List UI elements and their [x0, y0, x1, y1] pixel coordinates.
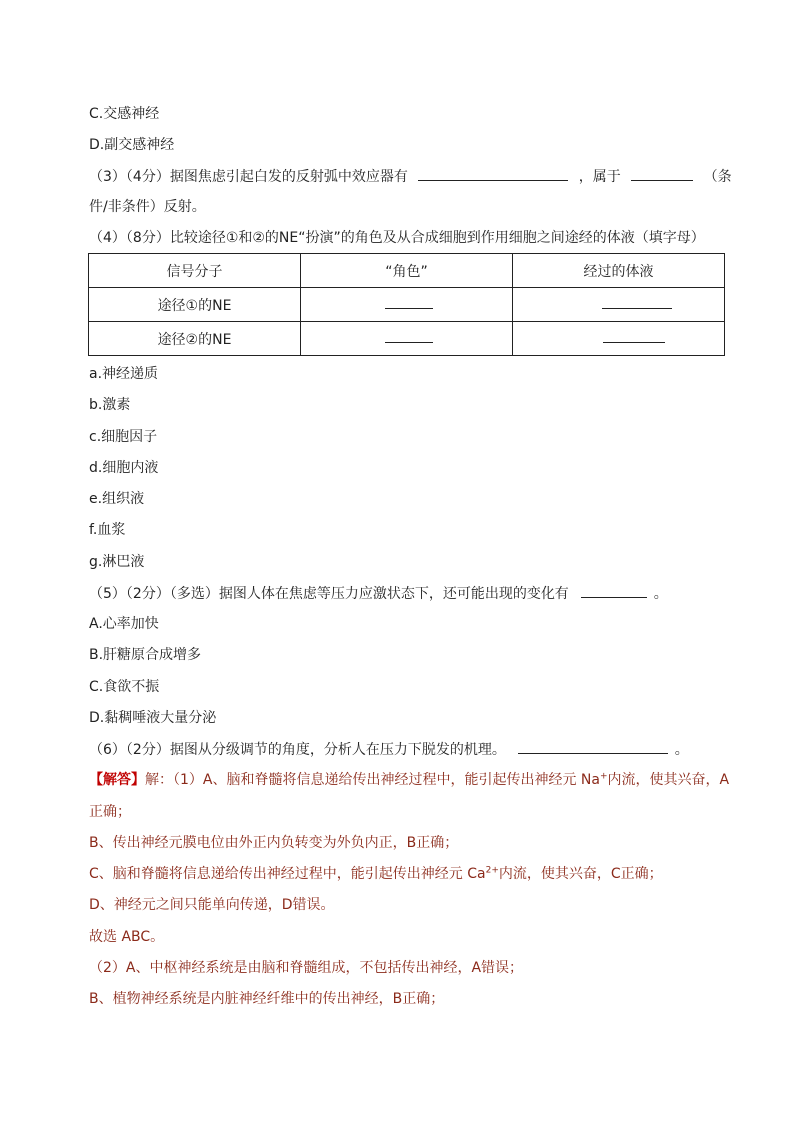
table-cell: [301, 288, 513, 322]
choice-b: b.激素: [89, 397, 131, 413]
answer-line-1: [89, 770, 734, 790]
question-5: [89, 583, 734, 604]
comparison-table: [88, 253, 725, 356]
answer-line-2: 正确；: [89, 804, 131, 820]
q5-option-b: B.肝糖原合成增多: [89, 647, 202, 663]
answer-text: C、脑和脊髓将信息递给传出神经过程中，能引起传出神经元 Ca: [89, 866, 486, 882]
answer-text: 解：（1）A、脑和脊髓将信息递给传出神经过程中，能引起传出神经元 Na: [145, 772, 600, 788]
answer-tag: 【解答】: [89, 772, 145, 788]
question-3: [89, 166, 734, 187]
answer-blank[interactable]: [385, 296, 433, 309]
q5-option-a: A.心率加快: [89, 616, 159, 632]
answer-line-6: 故选 ABC。: [89, 929, 165, 945]
q3-text-2: ，属于: [578, 169, 621, 185]
answer-text: 内流，使其兴奋，C正确；: [498, 866, 663, 882]
question-4: （4）（8分）比较途径①和②的NE“扮演”的角色及从合成细胞到作用细胞之间途经的体液（填字母）: [89, 230, 705, 246]
table-cell: [513, 288, 725, 322]
q5-option-d: D.黏稠唾液大量分泌: [89, 710, 217, 726]
q5-option-c: C.食欲不振: [89, 679, 160, 695]
q6-end: 。: [674, 742, 689, 758]
table-cell: [513, 322, 725, 356]
table-cell: [301, 322, 513, 356]
answer-line-7: （2）A、中枢神经系统是由脑和脊髓组成，不包括传出神经，A错误；: [89, 960, 524, 976]
option-d: D.副交感神经: [89, 137, 175, 153]
table-header: “角色”: [301, 254, 513, 288]
table-row: [89, 288, 725, 322]
table-header: 信号分子: [89, 254, 301, 288]
table-cell: 途径①的NE: [89, 288, 301, 322]
answer-blank[interactable]: [581, 583, 647, 598]
q3-text-3: （条: [703, 169, 732, 185]
table-cell: 途径②的NE: [89, 322, 301, 356]
q5-text: （5）（2分）（多选）据图人体在焦虑等压力应激状态下，还可能出现的变化有: [89, 586, 569, 602]
choice-f: f.血浆: [89, 522, 126, 538]
choice-a: a.神经递质: [89, 366, 159, 382]
answer-line-4: [89, 864, 734, 884]
choice-d: d.细胞内液: [89, 460, 159, 476]
answer-blank[interactable]: [518, 739, 668, 754]
answer-text: 内流，使其兴奋，A: [607, 772, 730, 788]
q6-text: （6）（2分）据图从分级调节的角度，分析人在压力下脱发的机理。: [89, 742, 506, 758]
q5-end: 。: [653, 586, 668, 602]
superscript: +: [600, 771, 608, 782]
answer-line-3: B、传出神经元膜电位由外正内负转变为外负内正，B正确；: [89, 835, 459, 851]
answer-line-5: D、神经元之间只能单向传递，D错误。: [89, 897, 335, 913]
choice-c: c.细胞因子: [89, 429, 158, 445]
answer-blank[interactable]: [603, 330, 665, 343]
question-3-cont: 件/非条件）反射。: [89, 199, 206, 215]
superscript: 2+: [485, 865, 499, 876]
answer-blank[interactable]: [631, 166, 693, 181]
answer-blank[interactable]: [385, 330, 433, 343]
table-row: [89, 322, 725, 356]
choice-e: e.组织液: [89, 491, 145, 507]
option-c: C.交感神经: [89, 106, 160, 122]
question-6: [89, 739, 734, 760]
q3-text-1: （3）（4分）据图焦虑引起白发的反射弧中效应器有: [89, 169, 408, 185]
table-header: 经过的体液: [513, 254, 725, 288]
table-header-row: [89, 254, 725, 288]
answer-blank[interactable]: [602, 296, 672, 309]
choice-g: g.淋巴液: [89, 554, 145, 570]
answer-line-8: B、植物神经系统是内脏神经纤维中的传出神经，B正确；: [89, 991, 445, 1007]
answer-blank[interactable]: [418, 166, 568, 181]
